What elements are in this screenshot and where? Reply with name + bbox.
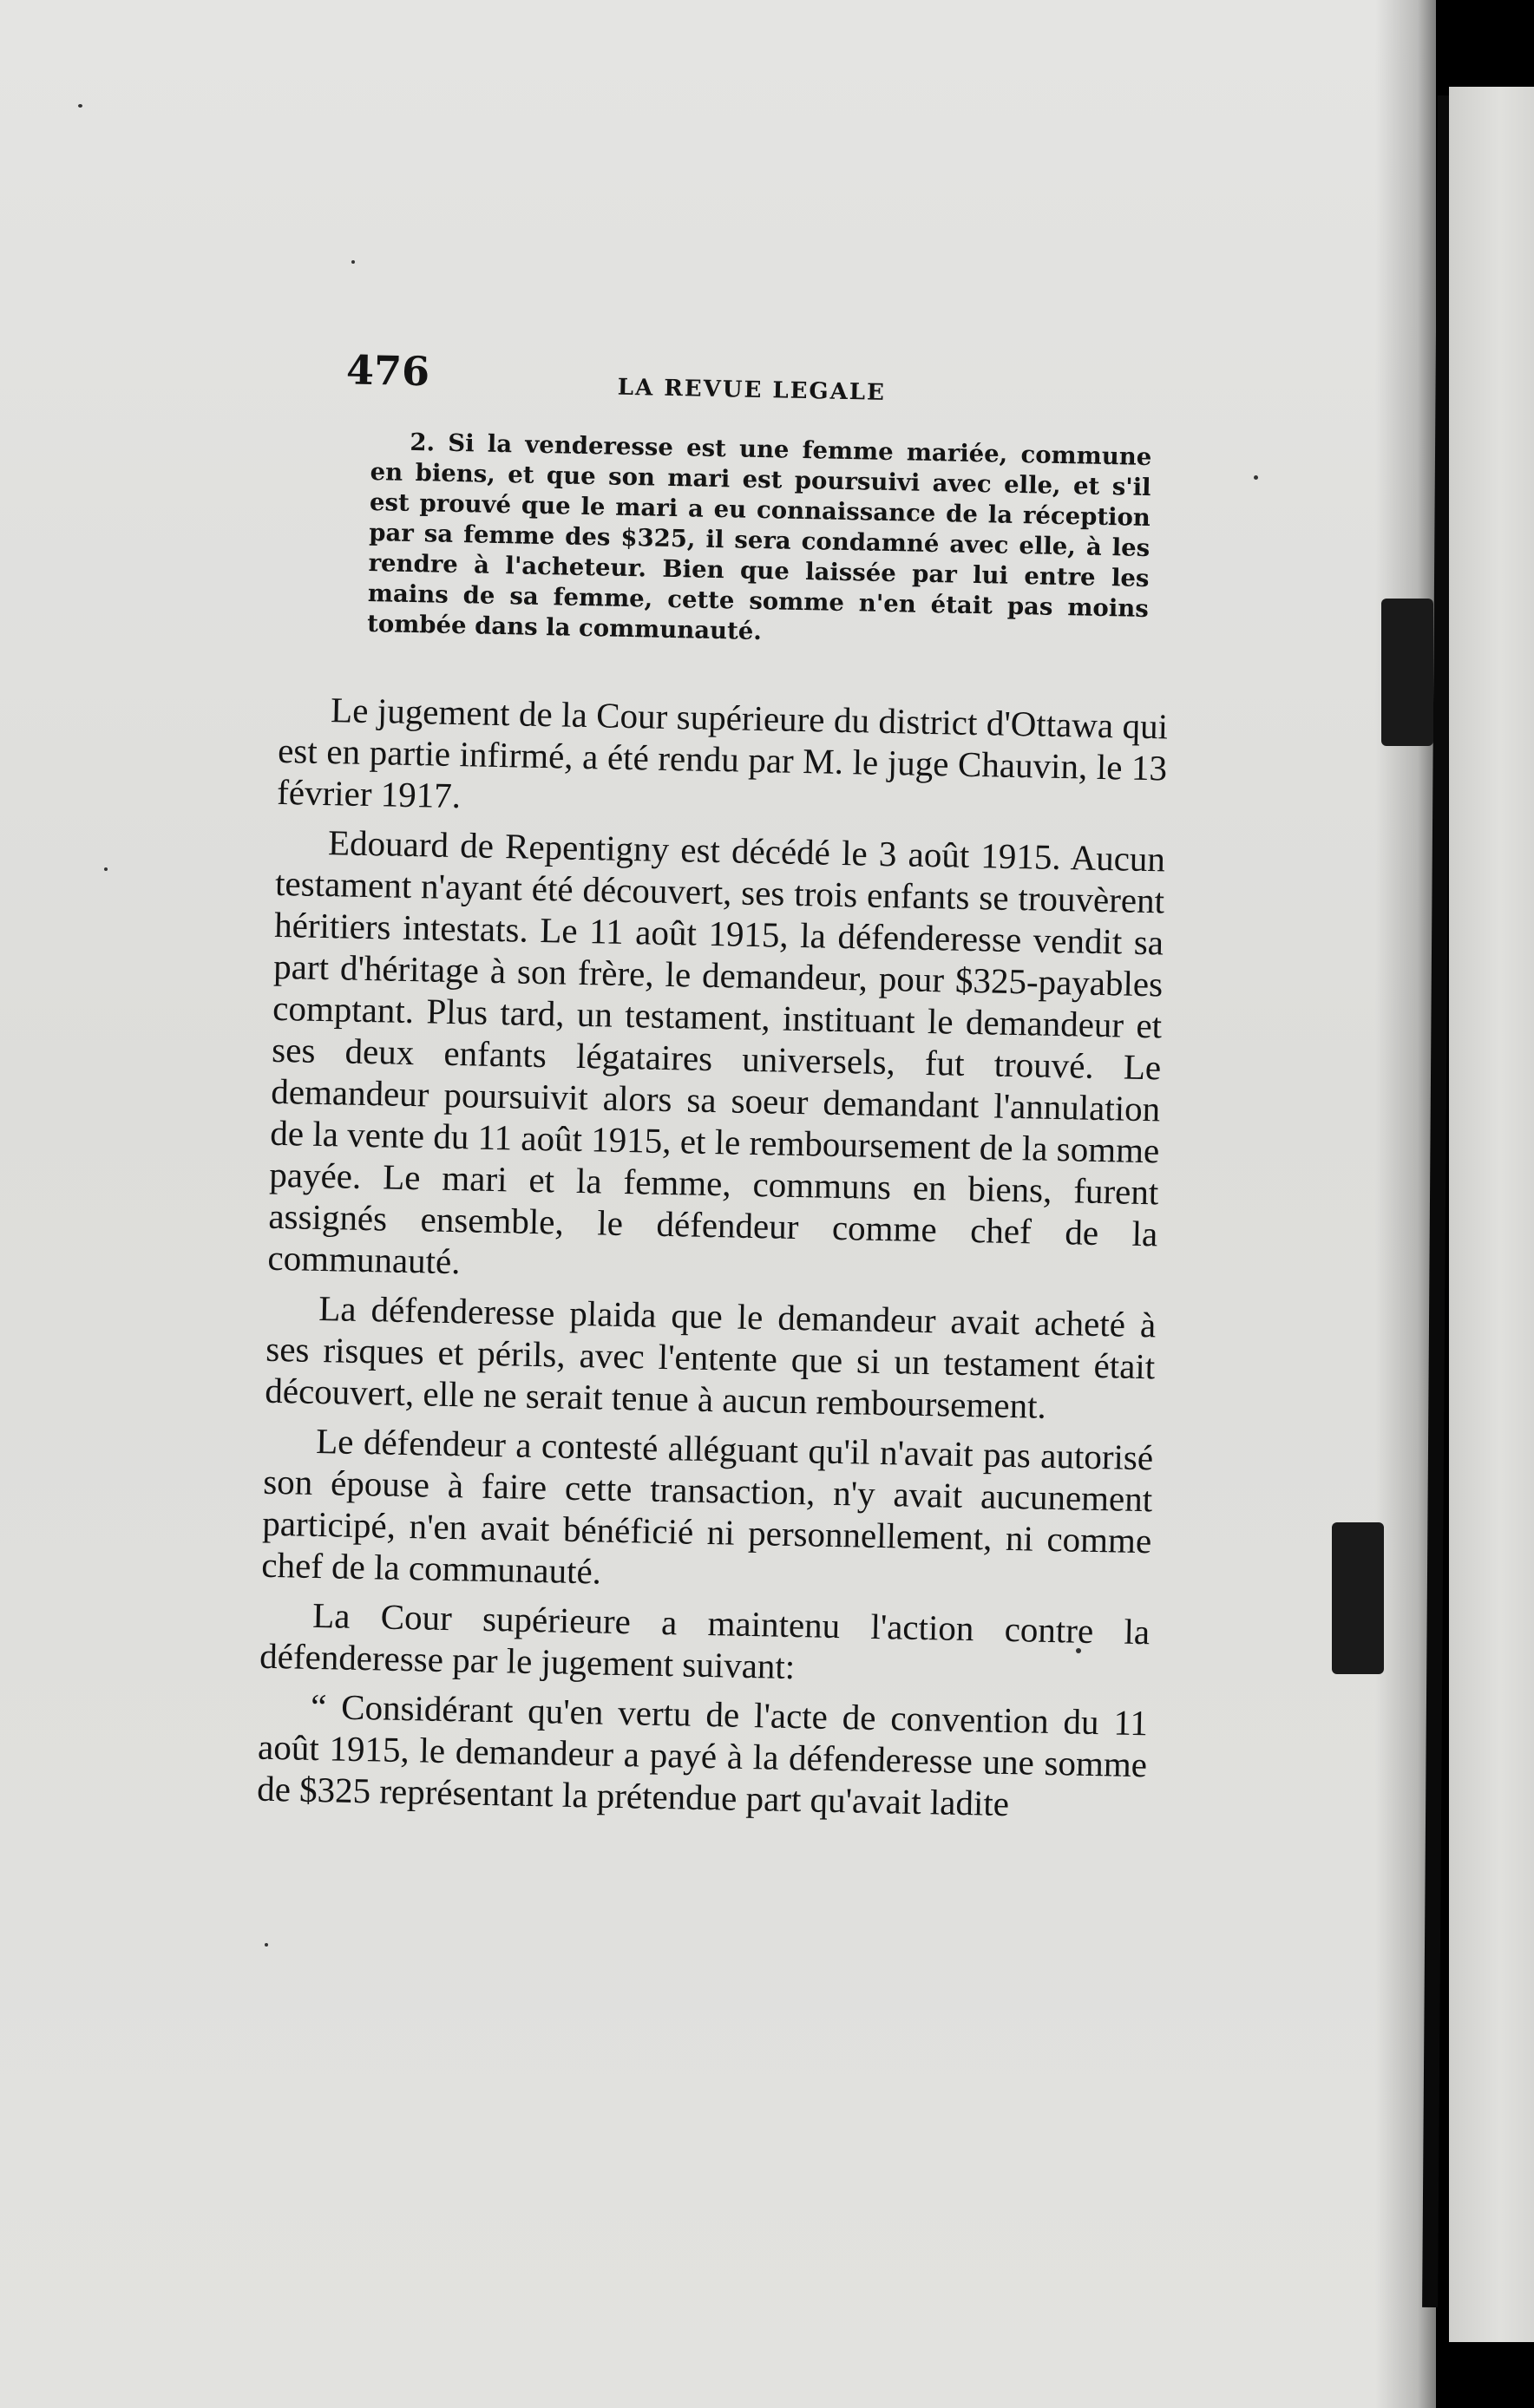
body-paragraph: Le jugement de la Cour supérieure du district d'Ottawa qui est en partie infirmé, a été rendu par M. le juge Chauvin, le 13 février 1917.	[276, 690, 1169, 816]
paper-speck	[265, 1943, 268, 1947]
body-paragraph: Edouard de Repentigny est décédé le 3 août 1915. Aucun testament n'ayant été découvert, ses trois enfants se trouvèrent héritiers intestats. Le 11 août 1915, la défenderesse vendit sa part d'héritage à son frère, le demandeur, pour $325-payables comptant. Plus tard, un testament, instituant le demandeur et ses deux enfants légataires universels, fut trouvé. Le demandeur poursuivit alors sa soeur demandant l'annulation de la vente du 11 août 1915, et le remboursement de la somme payée. Le mari et la femme, communs en biens, furent assignés ensemble, le défendeur comme chef de la communauté.	[267, 822, 1166, 1282]
page-text-block	[257, 330, 1176, 1835]
binding-clip	[1381, 599, 1433, 746]
paper-speck	[78, 104, 82, 108]
page-number: 476	[345, 346, 430, 396]
facing-page-edge	[1449, 87, 1534, 2342]
headnote-paragraph: 2. Si la venderesse est une femme mariée, commune en biens, et que son mari est poursuivi avec elle, et s'il est prouvé que le mari a eu connaissance de la réception par sa femme des $325, il sera condamné avec elle, à les rendre à l'acheteur. Bien que laissée par lui entre les mains de sa femme, cette somme n'en était pas moins tombée dans la communauté.	[366, 428, 1152, 646]
running-head	[285, 330, 1176, 443]
paper-speck	[104, 867, 108, 871]
paper-speck	[1254, 475, 1258, 480]
body-text	[257, 688, 1169, 1827]
body-paragraph: La Cour supérieure a maintenu l'action contre la défenderesse par le jugement suivant:	[259, 1594, 1150, 1687]
body-paragraph: Le défendeur a contesté alléguant qu'il n'avait pas autorisé son épouse à faire cette transaction, n'y avait aucunement participé, n'en avait bénéficié ni personnellement, ni comme chef de la communauté.	[260, 1420, 1154, 1592]
binding-clip	[1332, 1522, 1384, 1674]
paper-speck	[351, 260, 355, 264]
body-paragraph: “ Considérant qu'en vertu de l'acte de convention du 11 août 1915, le demandeur a payé à la défenderesse une somme de $325 représentant la prétendue part qu'avait ladite	[256, 1685, 1149, 1824]
running-title: LA REVUE LEGALE	[617, 374, 887, 406]
body-paragraph: La défenderesse plaida que le demandeur avait acheté à ses risques et périls, avec l'entente que si un testament était découvert, elle ne serait tenue à aucun remboursement.	[264, 1287, 1157, 1426]
